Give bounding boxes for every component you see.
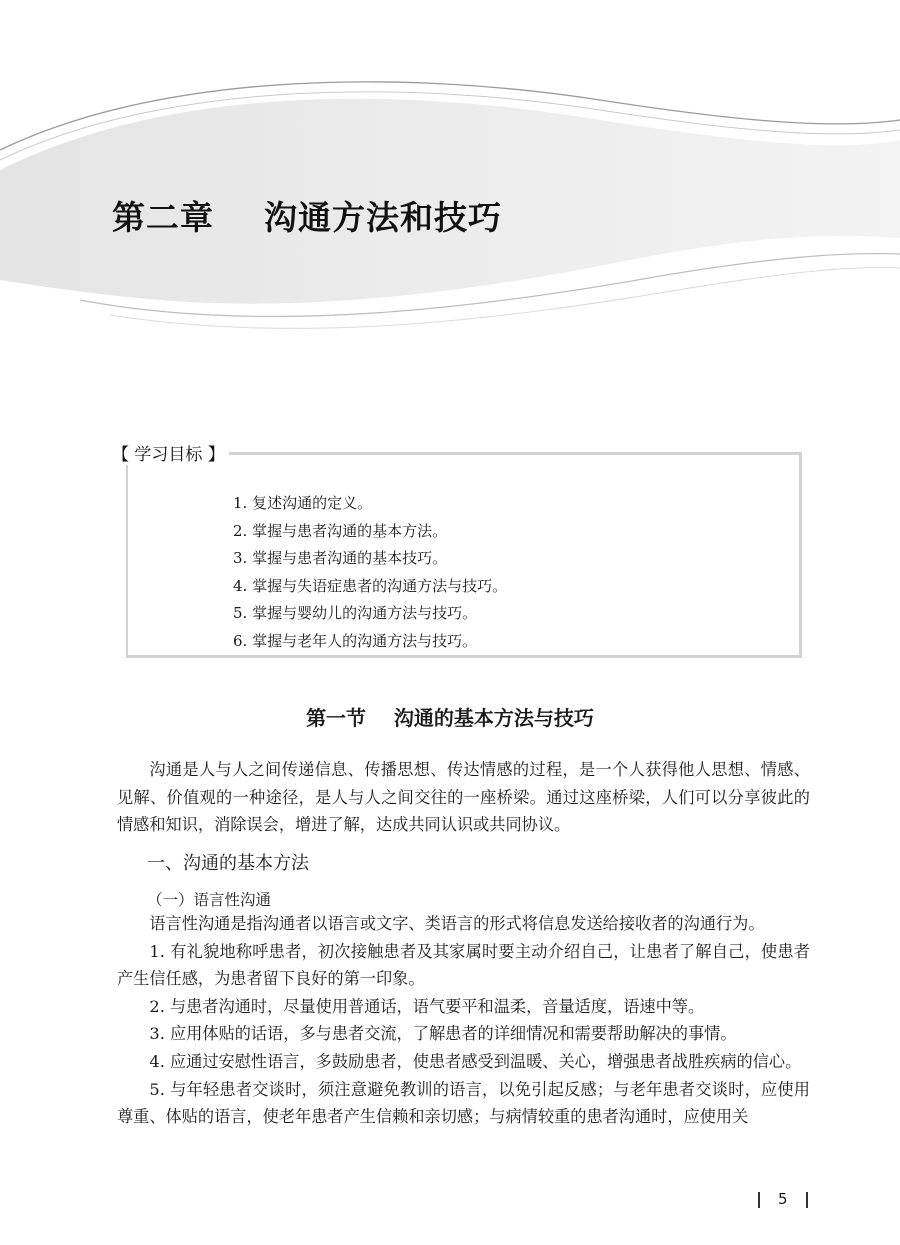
body-paragraph: 5. 与年轻患者交谈时，须注意避免教训的语言，以免引起反感；与老年患者交谈时，应使用尊重、体贴的语言，使老年患者产生信赖和亲切感；与病情较重的患者沟通时，应使用关 [117,1079,810,1127]
learning-objectives-label: 【 学习目标 】 [112,440,229,465]
chapter-title: 第二章 沟通方法和技巧 [112,198,502,237]
intro-paragraph: 沟通是人与人之间传递信息、传播思想、传达情感的过程，是一个人获得他人思想、情感、见解、价值观的一种途径，是人与人之间交往的一座桥梁。通过这座桥梁，人们可以分享彼此的情感和知识，消除误会，增进了解，达成共同认识或共同协议。 [117,760,810,835]
subsection-heading: 一、沟通的基本方法 [147,853,309,874]
body-text [117,910,810,1131]
section-intro [117,756,810,839]
objective-item: 5. 掌握与婴幼儿的沟通方法与技巧。 [233,604,478,622]
page-number: 5 [778,1190,788,1208]
chapter-banner-swoosh [0,0,900,360]
section-title: 第一节 沟通的基本方法与技巧 [306,706,594,730]
body-paragraph: 2. 与患者沟通时，尽量使用普通话，语气要平和温柔，音量适度，语速中等。 [149,996,705,1016]
body-paragraph: 语言性沟通是指沟通者以语言或文字、类语言的形式将信息发送给接收者的沟通行为。 [149,914,765,933]
footer-divider [806,1192,808,1208]
objective-item: 3. 掌握与患者沟通的基本技巧。 [233,549,448,567]
body-paragraph: 4. 应通过安慰性语言，多鼓励患者，使患者感受到温暖、关心，增强患者战胜疾病的信心。 [149,1051,802,1071]
objective-item: 4. 掌握与失语症患者的沟通方法与技巧。 [233,576,508,595]
objective-item: 1. 复述沟通的定义。 [233,494,373,512]
objective-item: 6. 掌握与老年人的沟通方法与技巧。 [233,631,478,650]
body-paragraph: 3. 应用体贴的话语，多与患者交流，了解患者的详细情况和需要帮助解决的事情。 [149,1024,737,1044]
footer-divider [758,1192,760,1208]
sub-subsection-heading: （一）语言性沟通 [147,891,272,909]
learning-objectives-list [233,490,507,655]
body-paragraph: 1. 有礼貌地称呼患者，初次接触患者及其家属时要主动介绍自己，让患者了解自己，使患者产生信任感，为患者留下良好的第一印象。 [117,941,810,989]
objective-item: 2. 掌握与患者沟通的基本方法。 [233,521,448,540]
